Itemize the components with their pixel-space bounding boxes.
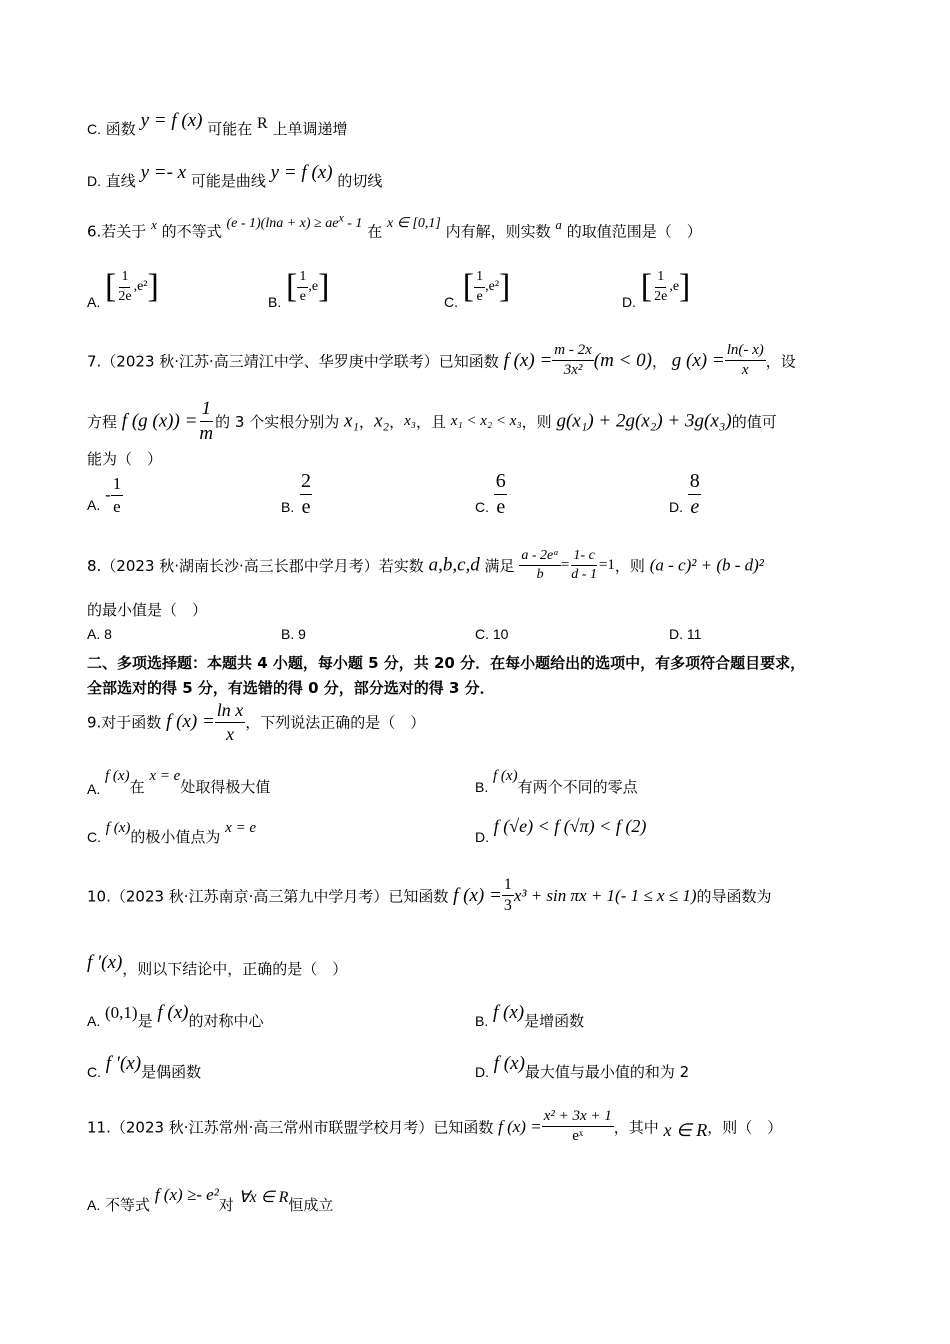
q8-stem-line1 bbox=[87, 548, 764, 583]
bracket-right: ] bbox=[499, 268, 511, 305]
option-text: 对 bbox=[218, 1196, 234, 1214]
option-label: B. bbox=[281, 498, 295, 515]
numerator: 1 bbox=[200, 398, 214, 422]
formula: f (x) = bbox=[166, 711, 215, 733]
q9-option-b bbox=[475, 768, 638, 797]
upper-bound: e² bbox=[137, 279, 148, 294]
denominator: 3x² bbox=[563, 362, 583, 379]
numerator: x² + 3x + 1 bbox=[542, 1108, 614, 1127]
fraction bbox=[116, 269, 133, 304]
formula: f (x) = bbox=[453, 884, 502, 906]
stem-text: 8.（2023 秋·湖南长沙·高三长郡中学月考）若实数 bbox=[87, 557, 424, 576]
q9-option-d bbox=[475, 816, 647, 847]
formula: f (x) bbox=[493, 1002, 525, 1023]
option-text: 上单调递增 bbox=[272, 120, 348, 138]
formula: y =- x bbox=[140, 162, 187, 183]
stem-text: 方程 bbox=[87, 412, 118, 431]
fraction bbox=[494, 470, 508, 519]
formula: ∀x ∈ R bbox=[238, 1189, 289, 1206]
option-label: A. bbox=[87, 1197, 101, 1213]
stem-text: ，下列说法正确的是（ ） bbox=[245, 713, 426, 732]
numerator: 1 bbox=[119, 269, 130, 287]
fraction bbox=[688, 470, 702, 519]
option-text: 的切线 bbox=[337, 172, 383, 190]
q10-stem-line2 bbox=[87, 952, 348, 980]
q6-option-a bbox=[87, 268, 159, 310]
comma: , bbox=[485, 279, 489, 294]
option-text: 是增函数 bbox=[524, 1012, 585, 1030]
denominator: e bbox=[496, 496, 506, 518]
q6-option-c bbox=[444, 268, 511, 310]
formula: a bbox=[555, 216, 562, 232]
formula: x₁ < x₂ < x₃ bbox=[450, 412, 522, 429]
stem-text: ，其中 bbox=[613, 1118, 659, 1137]
numerator: 6 bbox=[495, 470, 506, 492]
section-heading-line2: 全部选对的得 5 分，有选错的得 0 分，部分选对的得 3 分． bbox=[87, 679, 495, 697]
numerator: ln(- x) bbox=[725, 342, 766, 361]
formula: (0,1) bbox=[105, 1003, 138, 1022]
q9-option-c bbox=[87, 820, 257, 847]
fraction bbox=[215, 700, 246, 744]
option-text: 有两个不同的零点 bbox=[517, 778, 638, 796]
formula: a,b,c,d bbox=[428, 554, 480, 576]
q6-option-d bbox=[622, 268, 691, 310]
q5-option-d bbox=[87, 162, 383, 192]
fraction bbox=[552, 342, 594, 380]
formula: f (x) bbox=[493, 1053, 525, 1074]
q8-option-a bbox=[87, 626, 112, 642]
option-text: 直线 bbox=[105, 172, 136, 190]
formula: (a - c)² + (b - d)² bbox=[649, 555, 764, 575]
formula-sup: x bbox=[338, 210, 344, 224]
formula: f (x) = bbox=[498, 1116, 542, 1136]
numerator: m - 2x bbox=[552, 342, 594, 361]
formula: f (x) bbox=[105, 768, 130, 784]
denominator: m bbox=[199, 422, 214, 444]
option-text: 的对称中心 bbox=[188, 1012, 264, 1030]
q8-option-b bbox=[281, 626, 306, 642]
numerator: 2 bbox=[301, 470, 312, 492]
numerator: 1 bbox=[111, 474, 124, 496]
option-text: 处取得极大值 bbox=[180, 778, 271, 796]
stem-text: 的导函数为 bbox=[696, 887, 772, 906]
formula: x₂ bbox=[374, 410, 390, 432]
formula: x bbox=[151, 216, 157, 232]
option-label: D. bbox=[622, 293, 636, 310]
denominator: e bbox=[113, 496, 121, 516]
formula: x = e bbox=[149, 768, 181, 784]
fraction bbox=[111, 474, 124, 516]
q10-option-c bbox=[87, 1053, 202, 1083]
formula bbox=[226, 210, 363, 231]
numerator: 8 bbox=[689, 470, 700, 492]
formula: f (g (x)) = bbox=[121, 410, 198, 432]
q7-option-a bbox=[87, 474, 123, 516]
q9-stem bbox=[87, 700, 425, 744]
stem-text: 的取值范围是（ ） bbox=[566, 222, 702, 241]
option-value: 10 bbox=[492, 626, 509, 642]
stem-text: 9.对于函数 bbox=[87, 713, 162, 732]
fraction bbox=[474, 269, 485, 304]
option-text: 的极小值点为 bbox=[130, 828, 221, 846]
numerator: 1 bbox=[502, 876, 514, 896]
stem-text: 11.（2023 秋·江苏常州·高三常州市联盟学校月考）已知函数 bbox=[87, 1118, 494, 1137]
stem-text: 的不等式 bbox=[161, 222, 222, 241]
denominator: e bbox=[299, 288, 306, 304]
q8-stem-line2: 的最小值是（ ） bbox=[87, 601, 208, 619]
denominator: d - 1 bbox=[571, 567, 597, 583]
formula: x ∈ R bbox=[663, 1120, 708, 1141]
formula: g(x₁) + 2g(x₂) + 3g(x₃) bbox=[556, 410, 732, 432]
minus-sign: - bbox=[105, 485, 111, 505]
bracket-left: [ bbox=[462, 268, 475, 305]
option-text: 是 bbox=[137, 1012, 153, 1030]
q5-option-c bbox=[87, 110, 348, 140]
formula: y = f (x) bbox=[140, 110, 203, 131]
bracket-left: [ bbox=[640, 268, 653, 305]
stem-text: ， bbox=[359, 412, 375, 431]
q7-option-c bbox=[475, 470, 508, 519]
bracket-left: [ bbox=[286, 268, 298, 305]
denominator: e bbox=[301, 496, 311, 518]
fraction bbox=[297, 269, 308, 304]
option-label: A. bbox=[87, 293, 101, 310]
bracket-right: ] bbox=[679, 268, 691, 305]
option-label: A. bbox=[87, 626, 101, 642]
stem-text: 的值可 bbox=[731, 412, 777, 431]
equals: = bbox=[560, 557, 570, 574]
fraction bbox=[197, 398, 215, 445]
formula: x₁ bbox=[344, 410, 360, 432]
section-heading-line1: 二、多项选择题：本题共 4 小题，每小题 5 分，共 20 分．在每小题给出的选项中，有多项符合题目要求， bbox=[87, 654, 806, 672]
q6-option-b bbox=[268, 268, 330, 310]
q7-stem-line1 bbox=[87, 342, 796, 380]
option-label: C. bbox=[475, 498, 489, 515]
comma: , bbox=[308, 279, 312, 294]
stem-text: ，则 bbox=[521, 412, 552, 431]
option-value: 8 bbox=[104, 626, 112, 642]
formula: f (x) bbox=[157, 1002, 189, 1023]
numerator: 1 bbox=[474, 269, 485, 287]
stem-text: 的 3 个实根分别为 bbox=[215, 412, 340, 431]
denominator: eˣ bbox=[572, 1128, 584, 1145]
option-text: 可能在 bbox=[207, 120, 253, 138]
option-label: D. bbox=[475, 829, 489, 845]
option-label: A. bbox=[87, 781, 101, 797]
numerator: 1- c bbox=[571, 548, 596, 566]
fraction bbox=[519, 548, 560, 583]
stem-text: ， bbox=[651, 352, 667, 371]
formula: f ′(x) bbox=[87, 952, 123, 973]
stem-text: ，则（ ） bbox=[707, 1118, 783, 1137]
formula: f (x) bbox=[493, 768, 518, 784]
denominator: x bbox=[741, 362, 749, 379]
fraction bbox=[299, 470, 313, 519]
option-text: 不等式 bbox=[105, 1196, 151, 1214]
q11-option-a bbox=[87, 1185, 334, 1215]
option-label: C. bbox=[444, 293, 458, 310]
upper-bound: e bbox=[311, 279, 319, 294]
upper-bound: e² bbox=[488, 279, 500, 294]
fraction bbox=[569, 548, 599, 583]
q10-option-d bbox=[475, 1053, 690, 1083]
formula: f (x) ≥- e² bbox=[154, 1185, 219, 1204]
option-text: 最大值与最小值的和为 2 bbox=[524, 1063, 690, 1081]
formula: R bbox=[257, 115, 268, 132]
comma: , bbox=[669, 279, 673, 294]
denominator: 3 bbox=[503, 897, 512, 915]
equals: =1 bbox=[598, 557, 615, 574]
q8-option-d bbox=[669, 626, 701, 642]
formula: x ∈ [0,1] bbox=[387, 215, 441, 231]
option-text: 函数 bbox=[105, 120, 136, 138]
denominator: e bbox=[476, 288, 483, 304]
stem-text: ，则以下结论中，正确的是（ ） bbox=[122, 960, 348, 978]
option-value: 9 bbox=[298, 626, 306, 642]
formula: x = e bbox=[225, 820, 257, 836]
formula: y = f (x) bbox=[270, 162, 333, 183]
option-label: C. bbox=[475, 626, 489, 642]
stem-text: 满足 bbox=[484, 557, 515, 576]
q8-option-c bbox=[475, 626, 508, 642]
stem-text: 6.若关于 bbox=[87, 222, 147, 241]
numerator: ln x bbox=[215, 700, 246, 723]
q7-option-b bbox=[281, 470, 313, 519]
option-label: C. bbox=[87, 829, 101, 845]
bracket-left: [ bbox=[105, 268, 117, 305]
numerator: 1 bbox=[655, 269, 666, 287]
fraction bbox=[652, 269, 669, 304]
option-label: B. bbox=[268, 293, 282, 310]
formula: g (x) = bbox=[671, 349, 725, 371]
formula: x₃ bbox=[404, 412, 416, 429]
q9-option-a bbox=[87, 768, 271, 797]
q10-option-a bbox=[87, 1002, 264, 1032]
stem-text: 内有解，则实数 bbox=[445, 222, 551, 241]
stem-text: 7.（2023 秋·江苏·高三靖江中学、华罗庚中学联考）已知函数 bbox=[87, 352, 499, 371]
denominator: x bbox=[226, 723, 235, 744]
stem-text: ，且 bbox=[416, 412, 447, 431]
numerator: a - 2eᵃ bbox=[519, 548, 560, 566]
option-text: 恒成立 bbox=[288, 1196, 334, 1214]
q6-stem bbox=[87, 210, 702, 242]
upper-bound: e bbox=[672, 279, 680, 294]
formula-tail: - 1 bbox=[343, 215, 363, 231]
option-label: B. bbox=[475, 779, 489, 795]
q10-stem-line1 bbox=[87, 876, 772, 916]
fraction bbox=[502, 876, 514, 916]
formula: x³ + sin πx + 1(- 1 ≤ x ≤ 1) bbox=[513, 885, 697, 905]
bracket-right: ] bbox=[147, 268, 159, 305]
q7-option-d bbox=[669, 470, 702, 519]
stem-text: ，设 bbox=[765, 352, 796, 371]
option-label: C. bbox=[87, 1064, 101, 1080]
stem-text: 10.（2023 秋·江苏南京·高三第九中学月考）已知函数 bbox=[87, 887, 449, 906]
option-text: 在 bbox=[129, 778, 145, 796]
option-label: D. bbox=[475, 1064, 489, 1080]
stem-text: ，则 bbox=[614, 557, 645, 576]
numerator: 1 bbox=[297, 269, 308, 287]
denominator: 2e bbox=[118, 288, 132, 304]
option-label: D. bbox=[669, 498, 683, 515]
option-label: A. bbox=[87, 497, 101, 514]
q7-stem-line2 bbox=[87, 398, 777, 445]
comma: , bbox=[133, 279, 138, 294]
option-label: D. bbox=[87, 173, 101, 189]
q10-option-b bbox=[475, 1002, 585, 1032]
stem-text: ， bbox=[389, 412, 405, 431]
formula: f (x) bbox=[105, 820, 131, 836]
option-label: B. bbox=[475, 1013, 489, 1029]
denominator: e bbox=[690, 496, 700, 518]
denominator: b bbox=[536, 567, 544, 583]
bracket-right: ] bbox=[318, 268, 330, 305]
formula: f (√e) < f (√π) < f (2) bbox=[493, 816, 647, 836]
option-text: 可能是曲线 bbox=[190, 172, 266, 190]
option-label: A. bbox=[87, 1013, 101, 1029]
fraction bbox=[725, 342, 766, 380]
q11-stem bbox=[87, 1108, 782, 1146]
q7-stem-line3: 能为（ ） bbox=[87, 450, 163, 468]
stem-text: 在 bbox=[367, 222, 383, 241]
formula: f (x) = bbox=[503, 349, 553, 371]
option-label: D. bbox=[669, 626, 683, 642]
option-label: C. bbox=[87, 121, 101, 137]
fraction bbox=[542, 1108, 614, 1146]
formula: (m < 0) bbox=[593, 349, 652, 371]
option-label: B. bbox=[281, 626, 295, 642]
formula: f ′(x) bbox=[105, 1053, 142, 1074]
denominator: 2e bbox=[654, 288, 668, 304]
formula-main: (e - 1)(lna + x) ≥ ae bbox=[226, 215, 339, 231]
option-value: 11 bbox=[686, 626, 702, 642]
option-text: 是偶函数 bbox=[141, 1063, 202, 1081]
